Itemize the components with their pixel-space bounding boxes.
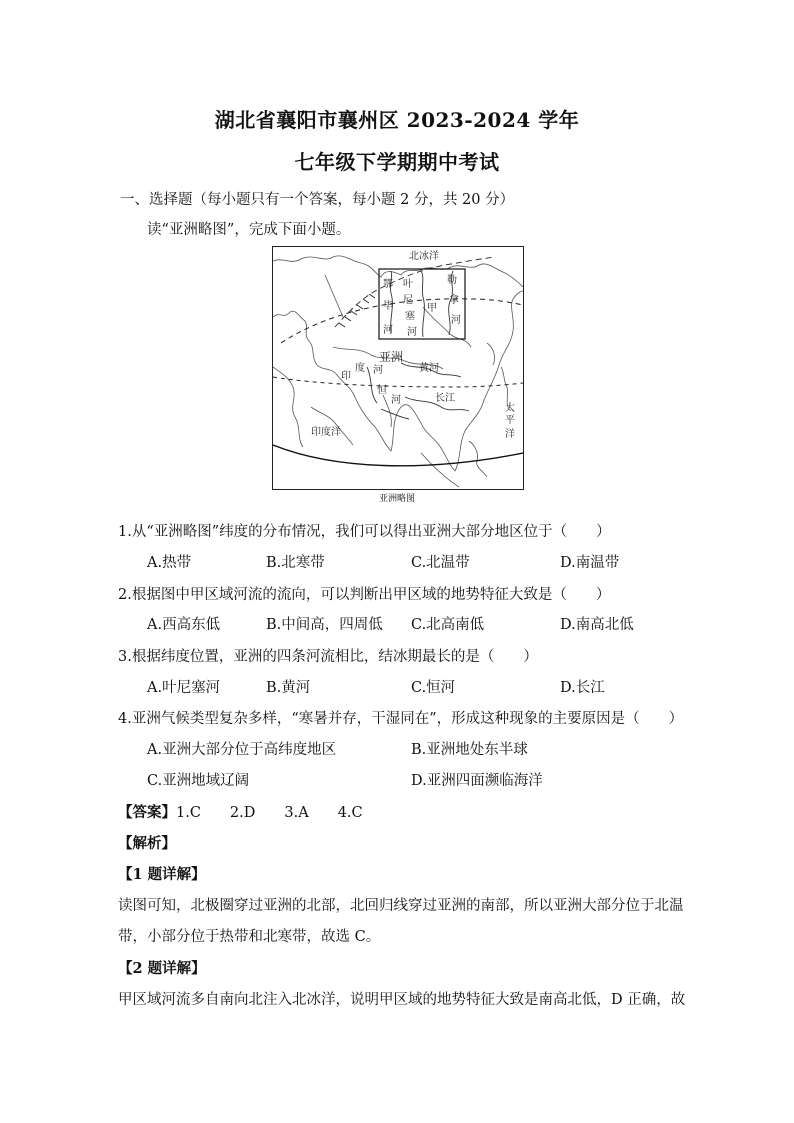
question-1-option-c: C.北温带 [411, 555, 470, 571]
label-indus-1: 印 [341, 371, 351, 382]
section-heading: 一、选择题（每小题只有一个答案，每小题 2 分，共 20 分） [120, 192, 515, 208]
answer-values: 1.C 2.D 3.A 4.C [176, 805, 363, 821]
question-4-option-d: D.亚洲四面濒临海洋 [411, 773, 543, 789]
label-pacific-1: 太 [505, 403, 515, 414]
label-asia: 亚洲 [379, 350, 404, 364]
question-3-option-c: C.恒河 [411, 680, 456, 696]
label-indus-2: 度 [355, 363, 365, 374]
question-3-stem: 3.根据纬度位置，亚洲的四条河流相比，结冰期最长的是（ ） [118, 649, 538, 665]
label-ganges-1: 恒 [377, 385, 387, 396]
label-ob-2: 毕 [383, 301, 393, 312]
label-indian-ocean: 印度洋 [311, 427, 341, 438]
label-yen-4: 河 [407, 327, 417, 338]
question-3-option-d: D.长江 [560, 680, 605, 696]
question-2-option-c: C.北高南低 [411, 617, 485, 633]
label-pacific-2: 平 [505, 415, 515, 426]
question-1-stem: 1.从“亚洲略图”纬度的分布情况，我们可以得出亚洲大部分地区位于（ ） [118, 524, 611, 540]
arctic-circle-line [281, 299, 523, 343]
question-3-option-b: B.黄河 [266, 680, 311, 696]
exam-title-line-1: 湖北省襄阳市襄州区 2023-2024 学年 [214, 108, 580, 132]
coastlines [273, 256, 523, 487]
label-ganges-2: 河 [391, 395, 401, 406]
map-caption: 亚洲略图 [378, 494, 415, 504]
label-ob-3: 河 [383, 325, 393, 336]
label-lena-2: 拿 [449, 295, 459, 306]
question-4-stem: 4.亚洲气候类型复杂多样，“寒暑并存，干湿同在”，形成这种现象的主要原因是（ ） [118, 711, 684, 727]
analysis-heading: 【解析】 [118, 835, 176, 852]
question-1-option-b: B.北寒带 [266, 555, 325, 571]
label-arctic-ocean: 北冰洋 [409, 251, 439, 262]
detail-1-line-2: 带，小部分位于热带和北寒带，故选 C。 [118, 929, 381, 945]
exam-title-line-2: 七年级下学期期中考试 [294, 150, 500, 174]
label-yen-3: 塞 [405, 311, 415, 322]
question-2-option-b: B.中间高，四周低 [266, 617, 383, 633]
tropic-of-cancer-line [273, 377, 523, 387]
label-jia: 甲 [427, 303, 437, 314]
detail-1-heading: 【1 题详解】 [118, 866, 206, 883]
label-pacific-3: 洋 [505, 429, 515, 440]
label-yangtze: 长江 [435, 393, 455, 404]
label-ob-1: 鄂 [383, 279, 393, 290]
label-yen-2: 尼 [403, 295, 413, 306]
question-4-option-b: B.亚洲地处东半球 [411, 742, 528, 758]
question-2-option-d: D.南高北低 [560, 617, 634, 633]
detail-2-heading: 【2 题详解】 [118, 960, 206, 977]
question-2-stem: 2.根据图中甲区域河流的流向，可以判断出甲区域的地势特征大致是（ ） [118, 587, 611, 603]
label-lena-3: 河 [451, 315, 461, 326]
detail-2-line-1: 甲区域河流多自南向北注入北冰洋，说明甲区域的地势特征大致是南高北低，D 正确，故 [118, 992, 686, 1008]
question-4-option-a: A.亚洲大部分位于高纬度地区 [147, 742, 337, 758]
label-indus-3: 河 [373, 365, 383, 376]
question-4-option-c: C.亚洲地域辽阔 [147, 773, 250, 789]
question-3-option-a: A.叶尼塞河 [147, 680, 221, 696]
asia-map-svg [273, 247, 523, 489]
label-yen-1: 叶 [403, 279, 413, 290]
answer-line [118, 801, 363, 822]
detail-1-line-1: 读图可知，北极圈穿过亚洲的北部，北回归线穿过亚洲的南部，所以亚洲大部分位于北温 [118, 898, 684, 914]
label-lena-1: 勒 [447, 275, 457, 286]
asia-sketch-map [272, 246, 524, 490]
section-intro: 读“亚洲略图”，完成下面小题。 [147, 222, 351, 238]
question-1-option-a: A.热带 [147, 555, 192, 571]
label-yellow-river: 黄河 [419, 363, 439, 374]
question-2-option-a: A.西高东低 [147, 617, 221, 633]
question-1-option-d: D.南温带 [560, 555, 620, 571]
answer-label: 【答案】 [118, 804, 176, 821]
outer-arc-line [273, 445, 523, 466]
